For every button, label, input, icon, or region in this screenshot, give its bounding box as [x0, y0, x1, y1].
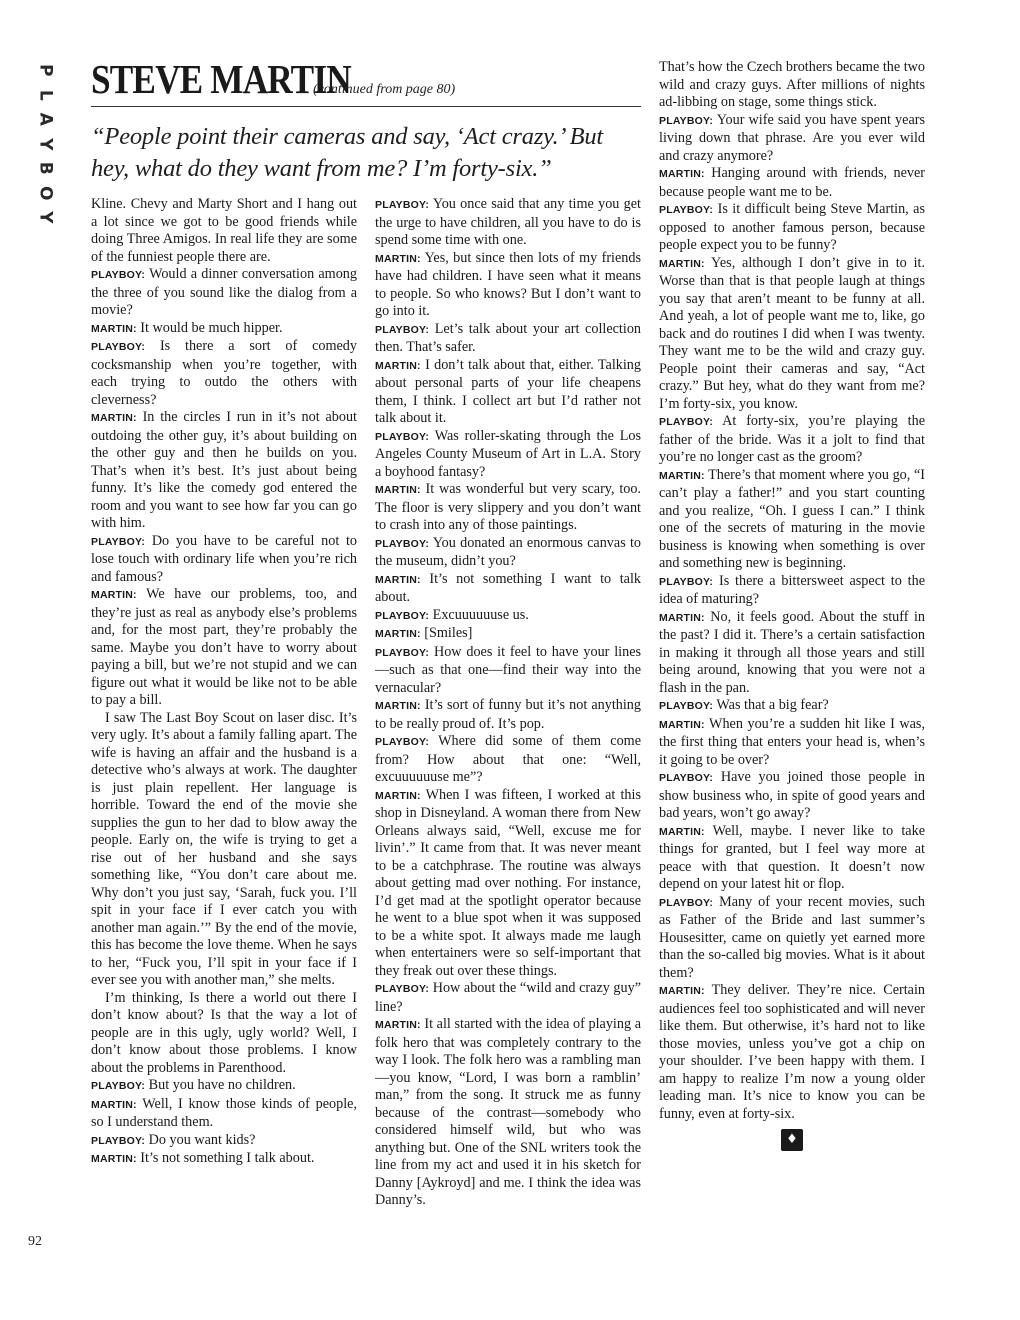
article-paragraph	[659, 165, 925, 201]
paragraph-text: No, it feels good. About the stuff in the past? I did it. There’s a certain satisfaction in making it through all those years and still being around, knowing that you were not a flash in the pan.	[659, 608, 925, 696]
magazine-logo-vertical	[30, 58, 60, 230]
rabbit-head-end-mark-icon: ♦	[781, 1129, 803, 1151]
paragraph-text: Is there a sort of comedy cocksmanship when you’re together, with each trying to outdo the others with cleverness?	[91, 338, 357, 408]
article-paragraph	[91, 320, 357, 339]
speaker-label: MARTIN:	[659, 257, 705, 270]
paragraph-text: Excuuuuuuse us.	[432, 606, 529, 623]
paragraph-text: Let’s talk about your art collection then. That’s safer.	[375, 320, 642, 355]
speaker-label: MARTIN:	[375, 700, 421, 712]
speaker-label: PLAYBOY:	[659, 772, 714, 784]
paragraph-text: We have our problems, too, and they’re just as real as anybody else’s problems and, for the most part, they’re probably the same. Maybe you don’t have to worry about paying a bill, but we’re not stupid and we can figure out what it would be like not to be able to pay a bill.	[91, 586, 357, 708]
speaker-label: PLAYBOY:	[375, 323, 430, 336]
speaker-label: PLAYBOY:	[659, 204, 714, 216]
article-paragraph	[659, 716, 925, 770]
speaker-label: PLAYBOY:	[91, 269, 146, 281]
paragraph-text: Hanging around with friends, never because people want me to be.	[659, 165, 925, 200]
logo-letter: Y	[35, 211, 56, 224]
article-paragraph	[375, 535, 641, 571]
paragraph-text: Your wife said you have spent years living down that phrase. Are you ever wild and crazy anymore?	[659, 111, 925, 164]
article-paragraph	[91, 533, 357, 587]
speaker-label: PLAYBOY:	[91, 1134, 146, 1147]
article-paragraph	[659, 59, 925, 112]
article-paragraph	[659, 697, 925, 716]
paragraph-text: Would a dinner conversation among the three of you sound like the dialog from a movie?	[91, 266, 357, 318]
article-paragraph	[659, 255, 925, 414]
paragraph-text: It was wonderful but very scary, too. The floor is very slippery and you don’t want to crash into any of those paintings.	[375, 481, 641, 533]
paragraph-text: Do you have to be careful not to lose touch with ordinary life when you’re rich and famous?	[91, 532, 357, 585]
article-paragraph	[659, 201, 925, 255]
speaker-label: PLAYBOY:	[659, 896, 714, 909]
article-paragraph	[91, 1150, 357, 1169]
paragraph-text: How about the “wild and crazy guy” line?	[375, 980, 641, 1015]
speaker-label: MARTIN:	[91, 322, 137, 335]
speaker-label: PLAYBOY:	[659, 416, 714, 428]
speaker-label: MARTIN:	[375, 252, 421, 265]
article-paragraph	[375, 980, 641, 1016]
speaker-label: MARTIN:	[659, 168, 705, 180]
article-paragraph	[375, 481, 641, 535]
article-paragraph	[659, 894, 925, 983]
speaker-label: PLAYBOY:	[375, 537, 430, 550]
article-paragraph	[91, 710, 357, 990]
paragraph-text: They deliver. They’re nice. Certain audiences feel too sophisticated and will never like them. But otherwise, it’s hard not to like those movies, unless you’ve got a chip on your shoulder. I’ve been happy with them. I am happy to realize I’m now a young older leading man. It’s nice to know you can be funny, even at forty-six.	[659, 982, 925, 1122]
article-paragraph	[375, 697, 641, 733]
article-paragraph	[91, 1077, 357, 1096]
logo-letter: B	[35, 161, 56, 175]
speaker-label: PLAYBOY:	[375, 199, 430, 211]
paragraph-text: How does it feel to have your lines—such as that one—find their way into the vernacular?	[375, 643, 642, 696]
title-row	[91, 58, 641, 100]
article-header	[91, 58, 641, 185]
article-paragraph	[659, 609, 925, 698]
paragraph-text: Many of your recent movies, such as Father of the Bride and last summer’s Housesitter, came on quietly yet earned more than the so-called big movies. What is it about them?	[659, 893, 925, 981]
paragraph-text: Kline. Chevy and Marty Short and I hang out a lot since we got to be good friends while doing Three Amigos. In real life they are some of the funniest people there are.	[91, 196, 357, 265]
text-column-1	[91, 196, 357, 1169]
article-paragraph	[91, 338, 357, 409]
paragraph-text: At forty-six, you’re playing the father of the bride. Was it a jolt to find that you’re no longer cast as the groom?	[659, 413, 925, 465]
article-paragraph	[659, 982, 925, 1123]
logo-letter: P	[35, 64, 56, 77]
speaker-label: MARTIN:	[91, 412, 137, 424]
speaker-label: MARTIN:	[659, 718, 705, 731]
paragraph-text: I’m thinking, Is there a world out there I don’t know about? Is that the way a lot of people are in this ugly, ugly world? Well, I don’t know about those problems. I know about the problems in Parenthood.	[91, 989, 357, 1076]
speaker-label: MARTIN:	[375, 573, 421, 586]
article-paragraph	[659, 573, 925, 609]
article-paragraph	[375, 644, 641, 698]
article-paragraph	[91, 409, 357, 533]
paragraph-text: Yes, but since then lots of my friends have had children. I have seen what it means to people. So who knows? But I don’t want to go into it.	[375, 249, 641, 319]
logo-letter: L	[35, 89, 56, 101]
article-paragraph	[659, 112, 925, 166]
speaker-label: PLAYBOY:	[375, 646, 430, 659]
paragraph-text: Is there a bittersweet aspect to the idea of maturing?	[659, 572, 925, 607]
speaker-label: MARTIN:	[375, 628, 421, 640]
speaker-label: PLAYBOY:	[659, 114, 714, 127]
article-paragraph	[659, 467, 925, 573]
article-paragraph	[375, 571, 641, 607]
speaker-label: MARTIN:	[91, 1098, 137, 1111]
paragraph-text: It’s sort of funny but it’s not anything to be really proud of. It’s pop.	[375, 697, 641, 732]
article-paragraph	[91, 586, 357, 710]
paragraph-text: It all started with the idea of playing a folk hero that was completely contrary to the way I look. The folk hero was a rambling man—you know, “Lord, I was born a ramblin’ man,” from the song. It struck me as funny because of the contrast—somebody who considered himself wild, but who was anything but. One of the SNL writers took the line from my act and used it in his sketch for Danny [Aykroyd] and me. I think the idea was Danny’s.	[375, 1016, 641, 1208]
continued-note: (continued from page 80)	[313, 82, 456, 97]
paragraph-text: It’s not something I talk about.	[140, 1150, 315, 1166]
logo-letter: O	[35, 185, 56, 200]
speaker-label: PLAYBOY:	[375, 983, 430, 995]
speaker-label: MARTIN:	[659, 469, 705, 482]
paragraph-text: I don’t talk about that, either. Talking about personal parts of your life cheapens them, I think. I collect art but I’d rather not talk about it.	[375, 356, 641, 426]
paragraph-text: [Smiles]	[424, 625, 473, 641]
article-paragraph	[91, 1096, 357, 1132]
paragraph-text: In the circles I run in it’s not about outdoing the other guy, it’s about building on the other guy and then he builds on you. That’s when it’s best. It’s just about being funny. It’s like the comedy god entered the room and you want to see how far you can go with him.	[91, 409, 357, 531]
paragraph-text: I saw The Last Boy Scout on laser disc. It’s very ugly. It’s about a family falling apart. The wife is having an affair and the husband is a detective who’s always at work. The daughter is just plain repellent. Her language is horrible. Toward the end of the movie she supplies the gun to her dad to blow away the people. Early on, the wife is trying to get a rise out of her husband and she says something like, “You don’t care about me. Why don’t you just say, ‘Sarah, fuck you. I’ll spit in your face if I ever catch you with another man again.’” By the end of the movie, this has become the love theme. When he says to her, “Fuck you, I’ll spit in your face if I ever see you with another man,” she melts.	[91, 709, 357, 988]
paragraph-text: Have you joined those people in show business who, in spite of good years and bad years, won’t go away?	[659, 769, 925, 821]
logo-letter: Y	[35, 137, 56, 150]
article-paragraph	[91, 990, 357, 1078]
paragraph-text: Where did some of them come from? How about that one: “Well, excuuuuuuse me”?	[375, 733, 641, 785]
paragraph-text: You once said that any time you get the urge to have children, all you have to do is spend some time with one.	[375, 196, 641, 248]
article-paragraph	[375, 428, 641, 482]
paragraph-text: It’s not something I want to talk about.	[375, 570, 642, 605]
text-column-2	[375, 196, 641, 1210]
speaker-label: MARTIN:	[375, 1019, 421, 1031]
speaker-label: MARTIN:	[375, 484, 421, 496]
paragraph-text: Well, I know those kinds of people, so I understand them.	[91, 1095, 358, 1130]
speaker-label: MARTIN:	[659, 611, 705, 624]
paragraph-text: Do you want kids?	[148, 1131, 256, 1148]
text-column-3	[659, 59, 925, 1151]
article-paragraph	[91, 196, 357, 266]
article-paragraph	[375, 321, 641, 357]
speaker-label: PLAYBOY:	[91, 1080, 146, 1092]
paragraph-text: It would be much hipper.	[140, 319, 283, 336]
speaker-label: MARTIN:	[375, 359, 421, 372]
paragraph-text: But you have no children.	[148, 1077, 296, 1093]
speaker-label: MARTIN:	[659, 825, 705, 838]
speaker-label: PLAYBOY:	[375, 736, 430, 748]
paragraph-text: Was roller-skating through the Los Angeles County Museum of Art in L.A. Story a boyhood fantasy?	[375, 427, 641, 480]
speaker-label: PLAYBOY:	[91, 341, 146, 353]
article-paragraph	[91, 1132, 357, 1151]
article-paragraph	[375, 1016, 641, 1210]
speaker-label: MARTIN:	[375, 789, 421, 802]
paragraph-text: There’s that moment where you go, “I can’t play a father!” and you start counting and you realize, “Oh. I guess I can.” I think one of the secrets of maturing in the movie business is knowing when something is over and something new is beginning.	[659, 466, 925, 571]
article-paragraph	[91, 266, 357, 320]
speaker-label: PLAYBOY:	[375, 430, 430, 443]
paragraph-text: Yes, although I don’t give in to it. Worse than that is that people laugh at things you say that aren’t meant to be funny at all. And yeah, a lot of people want me to, like, go back and do routines I did when I was twenty. They want me to be the wild and crazy guy. People point their cameras and say, “Act crazy.” But hey, what do they want from me? I’m forty-six, you know.	[659, 254, 925, 412]
speaker-label: PLAYBOY:	[659, 575, 714, 588]
paragraph-text: That’s how the Czech brothers became the two wild and crazy guys. After millions of nights ad-libbing on stage, some things stick.	[659, 59, 925, 110]
paragraph-text: You donated an enormous canvas to the museum, didn’t you?	[375, 534, 641, 569]
article-paragraph	[375, 625, 641, 644]
article-paragraph	[375, 357, 641, 428]
speaker-label: MARTIN:	[659, 985, 705, 997]
speaker-label: PLAYBOY:	[659, 700, 714, 712]
article-paragraph	[375, 250, 641, 321]
speaker-label: PLAYBOY:	[375, 609, 430, 622]
article-paragraph	[659, 769, 925, 823]
article-title: STEVE MARTIN	[91, 56, 351, 102]
speaker-label: MARTIN:	[91, 1153, 137, 1165]
header-rule	[91, 106, 641, 107]
article-paragraph	[375, 733, 641, 787]
paragraph-text: When I was fifteen, I worked at this shop in Disneyland. A woman there from New Orleans always said, “Well, excuse me for livin’.” It came from that. It was never meant to be a catchphrase. The routine was always about getting mad over nothing. For instance, I’d get mad at the spotlight operator because he went to a blue spot when it was supposed to be a white spot. It always made me laugh when entertainers were so self-important that they freak out over these things.	[375, 786, 641, 979]
article-paragraph	[375, 607, 641, 626]
article-paragraph	[375, 787, 641, 981]
pull-quote: “People point their cameras and say, ‘Act crazy.’ But hey, what do they want from me? I’m forty-six.”	[91, 123, 603, 182]
article-paragraph	[659, 413, 925, 467]
logo-letter: A	[35, 112, 56, 126]
article-paragraph	[375, 196, 641, 250]
article-paragraph	[659, 823, 925, 894]
page-number: 92	[28, 1234, 42, 1249]
paragraph-text: Was that a big fear?	[716, 697, 829, 713]
paragraph-text: Well, maybe. I never like to take things for granted, but I feel way more at peace with that question. It doesn’t now depend on your latest hit or flop.	[659, 822, 925, 892]
speaker-label: PLAYBOY:	[91, 535, 146, 548]
paragraph-text: Is it difficult being Steve Martin, as opposed to another famous person, because people expect you to be funny?	[659, 201, 925, 253]
paragraph-text: When you’re a sudden hit like I was, the first thing that enters your head is, when’s it going to be over?	[659, 715, 925, 768]
speaker-label: MARTIN:	[91, 589, 137, 601]
